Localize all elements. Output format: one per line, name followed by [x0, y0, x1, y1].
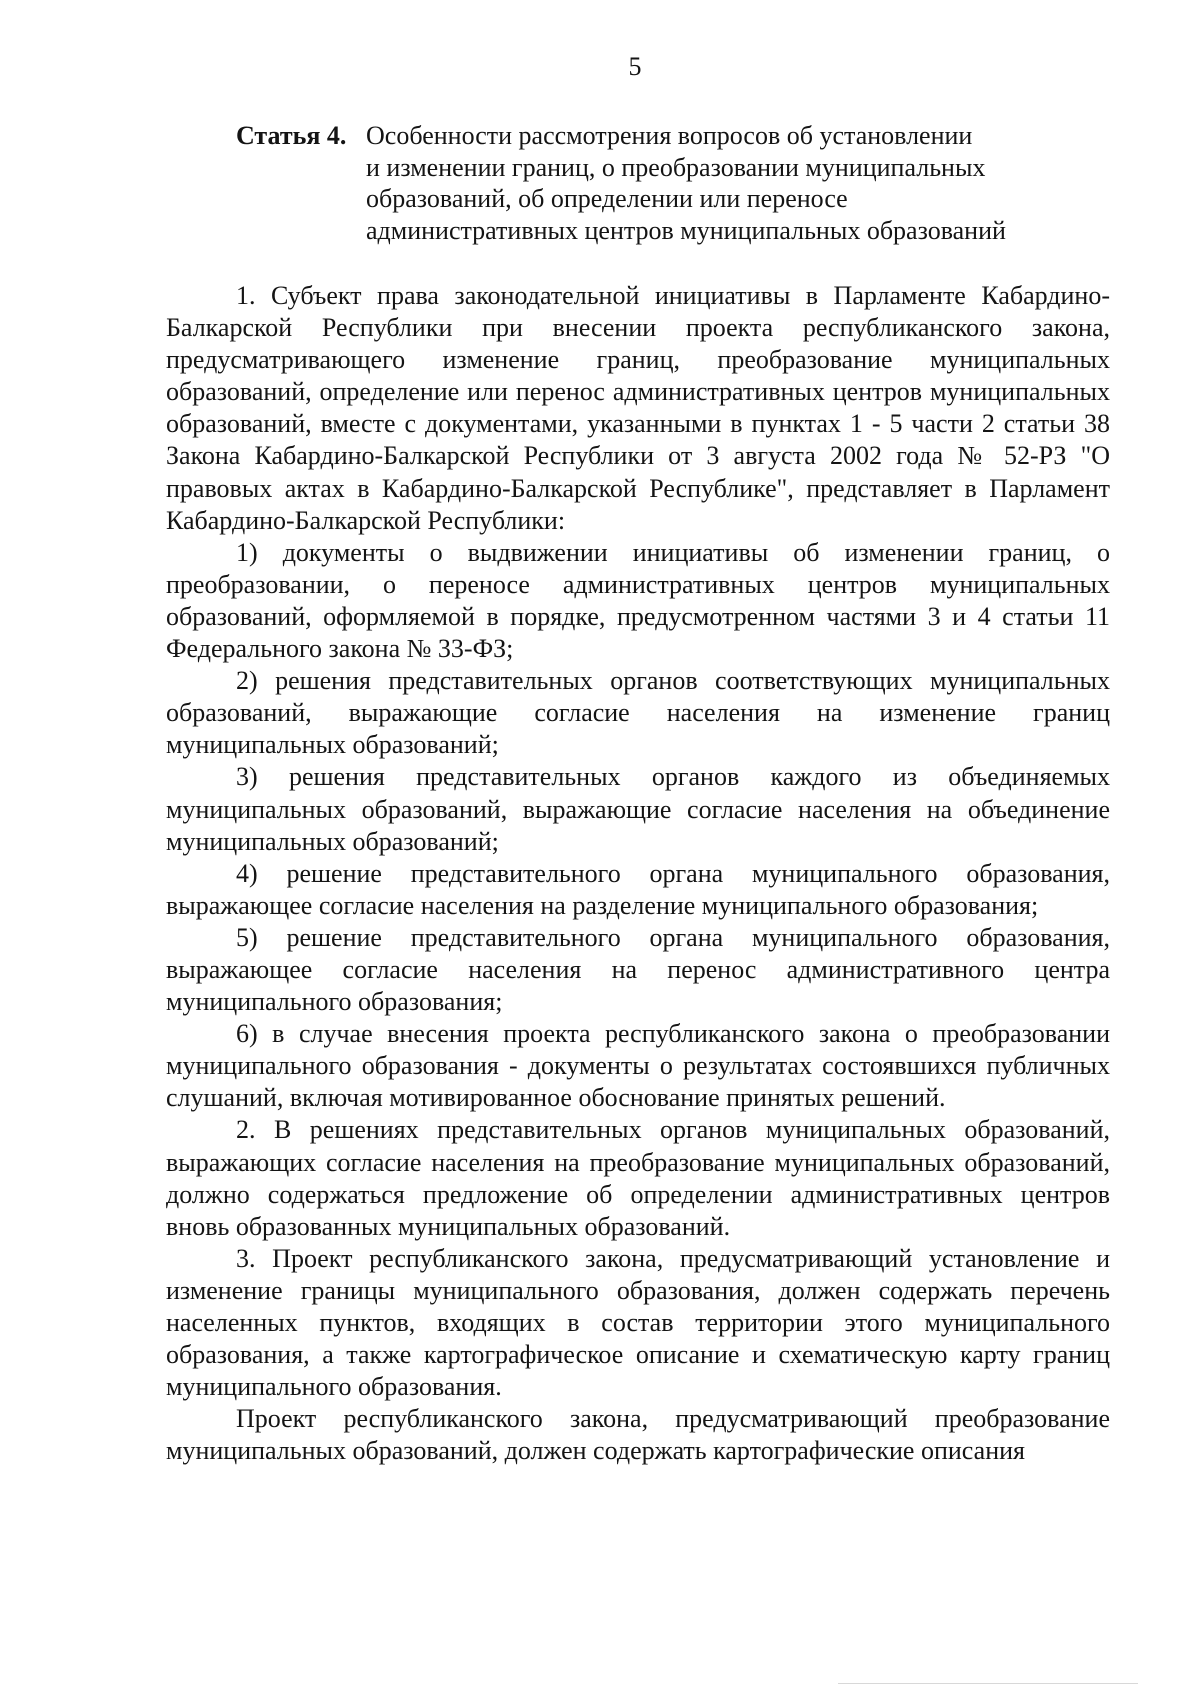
paragraph-part-1: 1. Субъект права законодательной инициативы в Парламенте Кабардино-Балкарской Республики при внесении проекта республиканского закона, предусматривающего изменение границ, преобразование муниципальных образований, определение или перенос административных центров муниципальных образований, вместе с документами, указанными в пунктах 1 - 5 части 2 статьи 38 Закона Кабардино-Балкарской Республики от 3 августа 2002 года № 52-РЗ "О правовых актах в Кабардино-Балкарской Республике", представляет в Парламент Кабардино-Балкарской Республики:	[166, 281, 1110, 535]
article-body	[166, 280, 1110, 1467]
article-title-line: образований, об определении или переносе	[366, 184, 848, 213]
list-item-4: 4) решение представительного органа муниципального образования, выражающее согласие населения на разделение муниципального образования;	[166, 858, 1110, 920]
article-heading	[236, 120, 1116, 246]
paragraph-part-3-continued: Проект республиканского закона, предусматривающий преобразование муниципальных образований, должен содержать картографические описания	[166, 1404, 1110, 1466]
paragraph-part-3: 3. Проект республиканского закона, предусматривающий установление и изменение границы муниципального образования, должен содержать перечень населенных пунктов, входящих в состав территории этого муниципального образования, а также картографическое описание и схематическую карту границ муниципального образования.	[166, 1243, 1110, 1402]
list-item-1: 1) документы о выдвижении инициативы об изменении границ, о преобразовании, о переносе административных центров муниципальных образований, оформляемой в порядке, предусмотренном частями 3 и 4 статьи 11 Федерального закона № 33-ФЗ;	[166, 537, 1110, 664]
article-title	[366, 120, 1116, 246]
page-number: 5	[628, 52, 642, 81]
list-item-5: 5) решение представительного органа муниципального образования, выражающее согласие населения на перенос административного центра муниципального образования;	[166, 922, 1110, 1017]
article-label: Статья 4.	[236, 121, 347, 150]
list-item-6: 6) в случае внесения проекта республиканского закона о преобразовании муниципального образования - документы о результатах состоявшихся публичных слушаний, включая мотивированное обоснование принятых решений.	[166, 1019, 1110, 1113]
article-title-line: Особенности рассмотрения вопросов об установлении	[366, 121, 973, 150]
article-title-line: административных центров муниципальных образований	[366, 215, 1006, 245]
scan-artifact-line	[838, 1683, 1138, 1684]
list-item-3: 3) решения представительных органов каждого из объединяемых муниципальных образований, выражающие согласие населения на объединение муниципальных образований;	[166, 762, 1110, 856]
paragraph-part-2: 2. В решениях представительных органов муниципальных образований, выражающих согласие населения на преобразование муниципальных образований, должно содержаться предложение об определении административных центров вновь образованных муниципальных образований.	[166, 1115, 1110, 1241]
article-title-line: и изменении границ, о преобразовании муниципальных	[366, 152, 986, 182]
list-item-2: 2) решения представительных органов соответствующих муниципальных образований, выражающие согласие населения на изменение границ муниципальных образований;	[166, 666, 1110, 760]
